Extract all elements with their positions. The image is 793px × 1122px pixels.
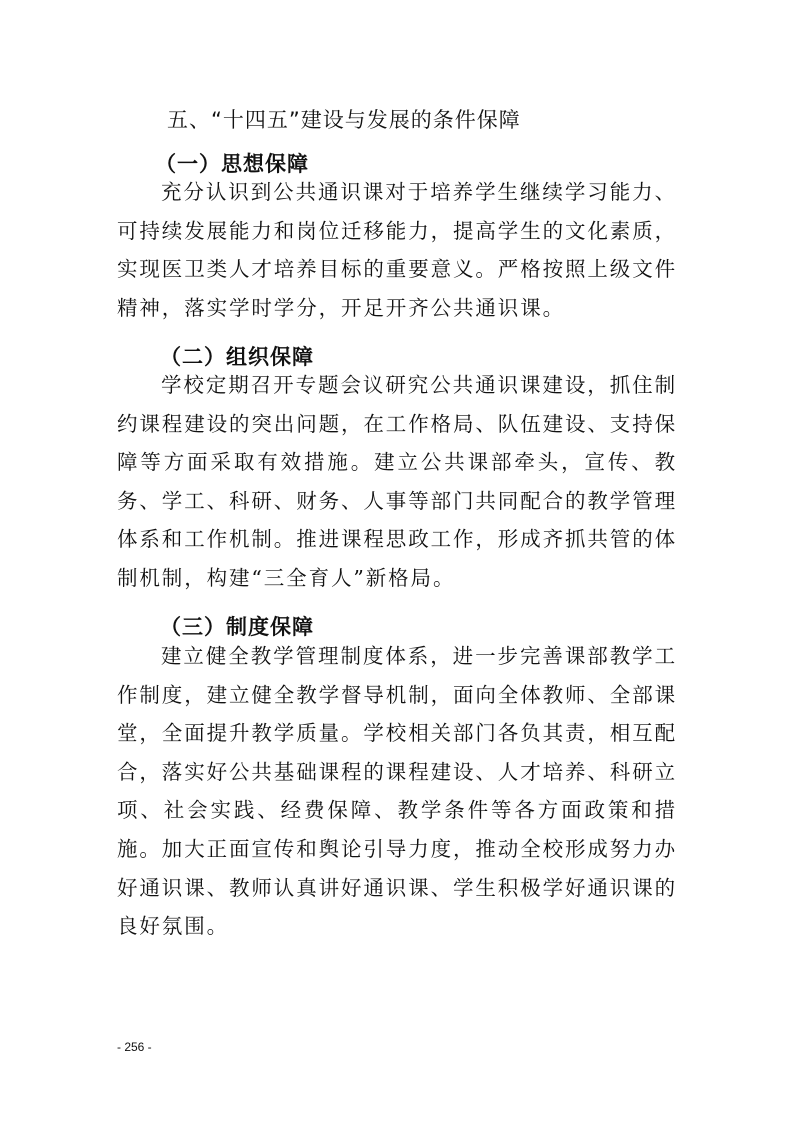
page-number: - 256 - bbox=[117, 1040, 152, 1054]
subsection-title-ideology: （一）思想保障 bbox=[155, 152, 309, 176]
subsection-title-system: （三）制度保障 bbox=[160, 615, 314, 639]
section-title: 五、“十四五”建设与发展的条件保障 bbox=[167, 108, 521, 132]
paragraph-system: 建立健全教学管理制度体系，进一步完善课部教学工作制度，建立健全教学督导机制，面向全体教师、全部课堂，全面提升教学质量。学校相关部门各负其责，相互配合，落实好公共基础课程的课程建设、人才培养、科研立项、社会实践、经费保障、教学条件等各方面政策和措施。加大正面宣传和舆论引导力度，推动全校形成努力办好通识课、教师认真讲好通识课、学生积极学好通识课的良好氛围。 bbox=[117, 644, 677, 939]
subsection-title-organization: （二）组织保障 bbox=[160, 345, 314, 369]
paragraph-organization: 学校定期召开专题会议研究公共通识课建设，抓住制约课程建设的突出问题，在工作格局、队伍建设、支持保障等方面采取有效措施。建立公共课部牵头，宣传、教务、学工、科研、财务、人事等部门共同配合的教学管理体系和工作机制。推进课程思政工作，形成齐抓共管的体制机制，构建“三全育人”新格局。 bbox=[117, 373, 677, 590]
paragraph-ideology: 充分认识到公共通识课对于培养学生继续学习能力、可持续发展能力和岗位迁移能力，提高学生的文化素质，实现医卫类人才培养目标的重要意义。严格按照上级文件精神，落实学时学分，开足开齐公共通识课。 bbox=[117, 180, 677, 320]
